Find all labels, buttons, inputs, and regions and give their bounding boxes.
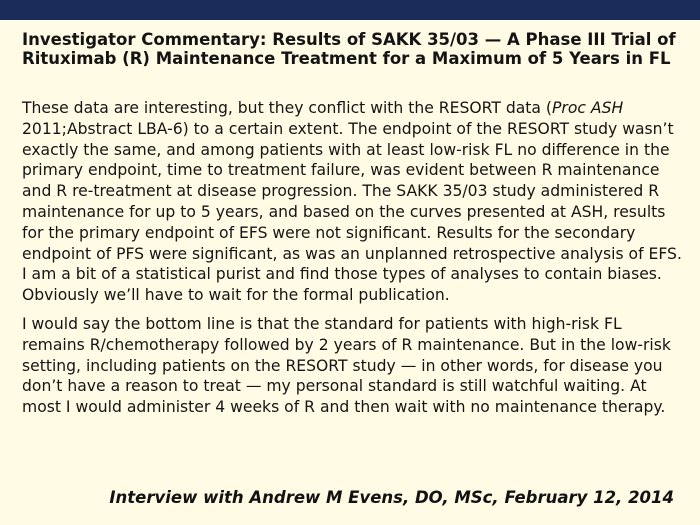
- attribution: Interview with Andrew M Evens, DO, MSc, February 12, 2014: [109, 488, 674, 507]
- paragraph-1-citation: Proc ASH: [552, 99, 624, 117]
- slide-heading: Investigator Commentary: Results of SAKK 35/03 — A Phase III Trial of Rituximab (R) Maintenance Treatment for a Maximum of 5 Years in FL: [22, 30, 676, 68]
- commentary-body: [22, 98, 686, 426]
- paragraph-2: I would say the bottom line is that the standard for patients with high-risk FL remains R/chemotherapy followed by 2 years of R maintenance. But in the low-risk setting, including patients on the RESORT study — in other words, for disease you don’t have a reason to treat — my personal standard is still watchful waiting. At most I would administer 4 weeks of R and then wait with no maintenance therapy.: [22, 314, 671, 417]
- top-bar: [0, 0, 700, 20]
- paragraph-1: [22, 98, 686, 306]
- paragraph-1-text-b: 2011;Abstract LBA-6) to a certain extent. The endpoint of the RESORT study wasn’t exactly the same, and among patients with at least low-risk FL no difference in the primary endpoint, time to treatment failure, was evident between R maintenance and R re-treatment at disease progression. The SAKK 35/03 study administered R maintenance for up to 5 years, and based on the curves presented at ASH, results for the primary endpoint of EFS were not significant. Results for the secondary endpoint of PFS were significant, as was an unplanned retrospective analysis of EFS. I am a bit of a statistical purist and find those types of analyses to contain biases. Obviously we’ll have to wait for the formal publication.: [22, 119, 682, 305]
- paragraph-1-text-a: These data are interesting, but they conflict with the RESORT data (: [22, 99, 553, 117]
